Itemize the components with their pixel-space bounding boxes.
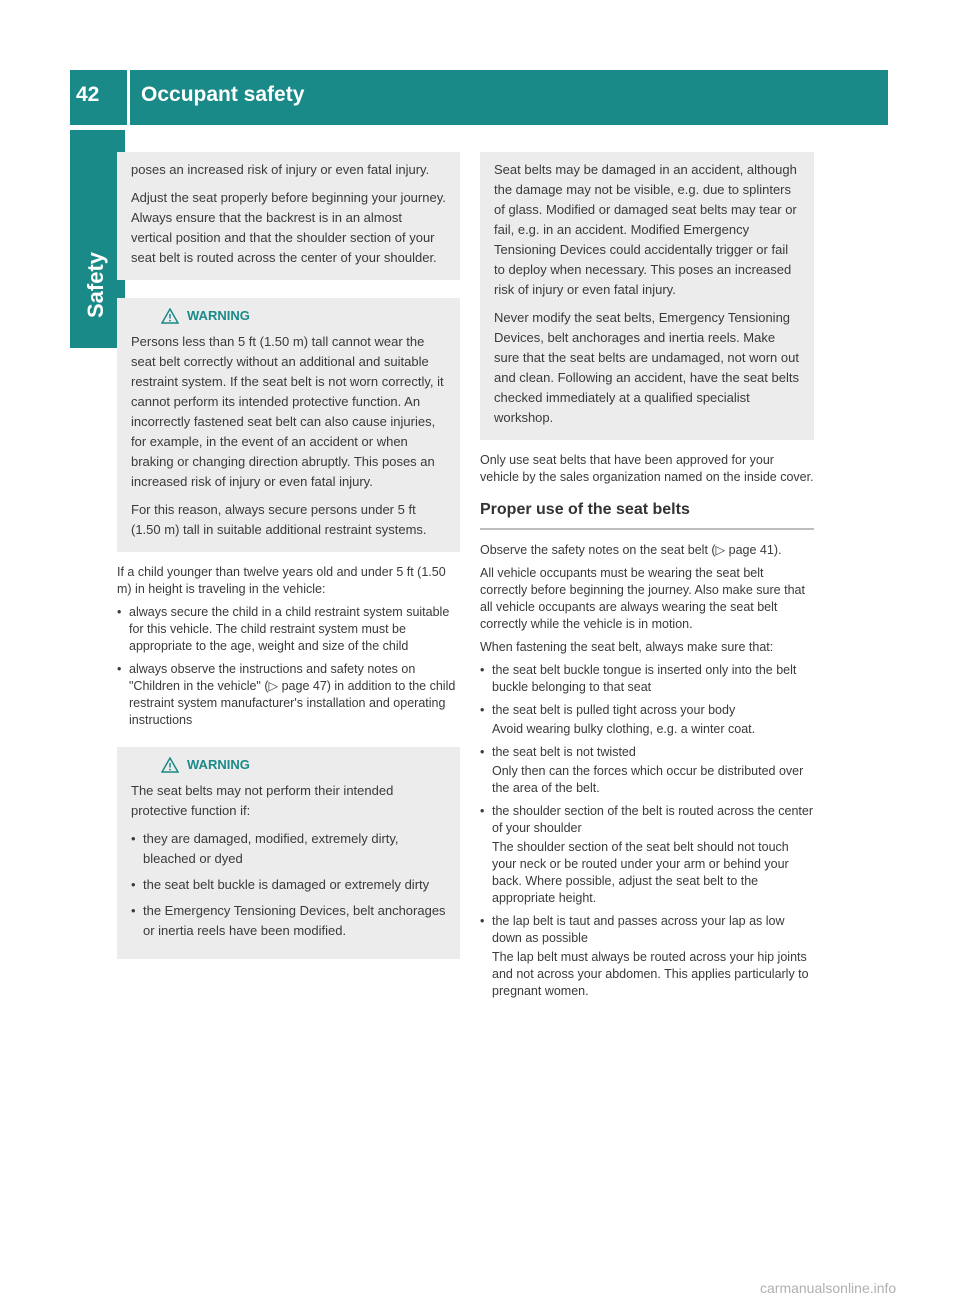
warning-continuation-box bbox=[480, 152, 814, 440]
header-separator bbox=[127, 70, 130, 125]
warning-paragraph: Persons less than 5 ft (1.50 m) tall cannot wear the seat belt correctly without an additional and suitable restraint system. If the seat belt is not worn correctly, it cannot perform its intended protective function. An incorrectly fastened seat belt can also cause injuries, for example, in the event of an accident or when braking or changing direction abruptly. This poses an increased risk of injury or even fatal injury. bbox=[131, 334, 444, 489]
note-paragraph: Adjust the seat properly before beginning your journey. Always ensure that the backrest is in an almost vertical position and that the shoulder section of your seat belt is routed across the center of your shoulder. bbox=[131, 190, 446, 265]
warning-label: WARNING bbox=[187, 757, 250, 772]
paragraph: All vehicle occupants must be wearing the seat belt correctly before beginning the journey. Also make sure that all vehicle occupants are always wearing the seat belt correctly while the vehicle is in motion. bbox=[480, 566, 805, 631]
warning-heading bbox=[131, 755, 446, 775]
warning-paragraph: For this reason, always secure persons under 5 ft (1.50 m) tall in suitable additional restraint systems. bbox=[131, 502, 427, 537]
warning-box bbox=[117, 747, 460, 959]
list-item bbox=[480, 913, 814, 1000]
list-item-text: • the shoulder section of the belt is routed across the center of your shoulder bbox=[492, 804, 814, 835]
page-number: 42 bbox=[76, 83, 100, 106]
paragraph: When fastening the seat belt, always make sure that: bbox=[480, 640, 774, 654]
child-instructions bbox=[117, 564, 460, 729]
list-item-text: • the seat belt is pulled tight across your body bbox=[492, 703, 736, 717]
instruction-list bbox=[117, 604, 460, 729]
warning-list bbox=[131, 829, 446, 941]
list-item: • they are damaged, modified, extremely dirty, bleached or dyed bbox=[131, 829, 446, 869]
footer-watermark[interactable]: carmanualsonline.info bbox=[760, 1280, 897, 1296]
subsection-heading: Proper use of the seat belts bbox=[480, 500, 814, 530]
warning-triangle-icon bbox=[161, 308, 179, 324]
list-item bbox=[480, 803, 814, 907]
warning-triangle-icon bbox=[161, 757, 179, 773]
approved-belts-note: Only use seat belts that have been approved for your vehicle by the sales organization named on the inside cover. bbox=[480, 453, 814, 484]
section-title: Occupant safety bbox=[141, 83, 305, 106]
safety-note-box bbox=[117, 152, 460, 280]
side-tab-label: Safety bbox=[83, 251, 108, 318]
list-item: • the Emergency Tensioning Devices, belt anchorages or inertia reels have been modified. bbox=[131, 901, 446, 941]
list-item bbox=[480, 702, 814, 738]
warning-paragraph: The seat belts may not perform their intended protective function if: bbox=[131, 783, 394, 818]
list-item bbox=[480, 662, 814, 696]
list-item-detail: The shoulder section of the seat belt should not touch your neck or be routed under your arm or behind your back. Where possible, adjust the seat belt to the appropriate height. bbox=[492, 840, 789, 905]
list-item: • always observe the instructions and safety notes on "Children in the vehicle" (▷ page 47) in addition to the child restraint system manufacturer's installation and operating instructions bbox=[117, 661, 460, 729]
list-item: • the seat belt buckle is damaged or extremely dirty bbox=[131, 875, 446, 895]
warning-paragraph: Seat belts may be damaged in an accident, although the damage may not be visible, e.g. due to splinters of glass. Modified or damaged seat belts may tear or fail, e.g. in an accident. Modified Emergency Tensioning Devices could accidentally trigger or fail to deploy when necessary. This poses an increased risk of injury or even fatal injury. bbox=[494, 162, 797, 297]
list-item-text: • the seat belt is not twisted bbox=[492, 745, 636, 759]
list-item-text: • the seat belt buckle tongue is inserted only into the belt buckle belonging to that seat bbox=[492, 663, 797, 694]
right-column bbox=[480, 152, 814, 1006]
paragraph: Observe the safety notes on the seat belt (▷ page 41). bbox=[480, 543, 782, 557]
list-item-detail: The lap belt must always be routed across your hip joints and not across your abdomen. This applies particularly to pregnant women. bbox=[492, 950, 809, 998]
instruction-intro: If a child younger than twelve years old and under 5 ft (1.50 m) in height is traveling in the vehicle: bbox=[117, 565, 446, 596]
list-item-detail: Only then can the forces which occur be distributed over the area of the belt. bbox=[492, 764, 804, 795]
warning-label: WARNING bbox=[187, 308, 250, 323]
list-item-detail: Avoid wearing bulky clothing, e.g. a winter coat. bbox=[492, 722, 756, 736]
proper-use-text bbox=[480, 542, 814, 1000]
list-item bbox=[480, 744, 814, 797]
left-column bbox=[117, 152, 460, 959]
note-paragraph: poses an increased risk of injury or even fatal injury. bbox=[131, 162, 430, 177]
warning-heading bbox=[131, 306, 446, 326]
list-item: • always secure the child in a child restraint system suitable for this vehicle. The child restraint system must be appropriate to the age, weight and size of the child bbox=[117, 604, 460, 655]
warning-paragraph: Never modify the seat belts, Emergency Tensioning Devices, belt anchorages and inertia reels. Make sure that the seat belts are undamaged, not worn out and clean. Following an accident, have the seat belts checked immediately at a qualified specialist workshop. bbox=[494, 310, 799, 425]
seat-belt-instructions bbox=[480, 452, 814, 486]
list-item-text: • the lap belt is taut and passes across your lap as low down as possible bbox=[492, 914, 785, 945]
warning-box bbox=[117, 298, 460, 552]
checklist bbox=[480, 662, 814, 1000]
